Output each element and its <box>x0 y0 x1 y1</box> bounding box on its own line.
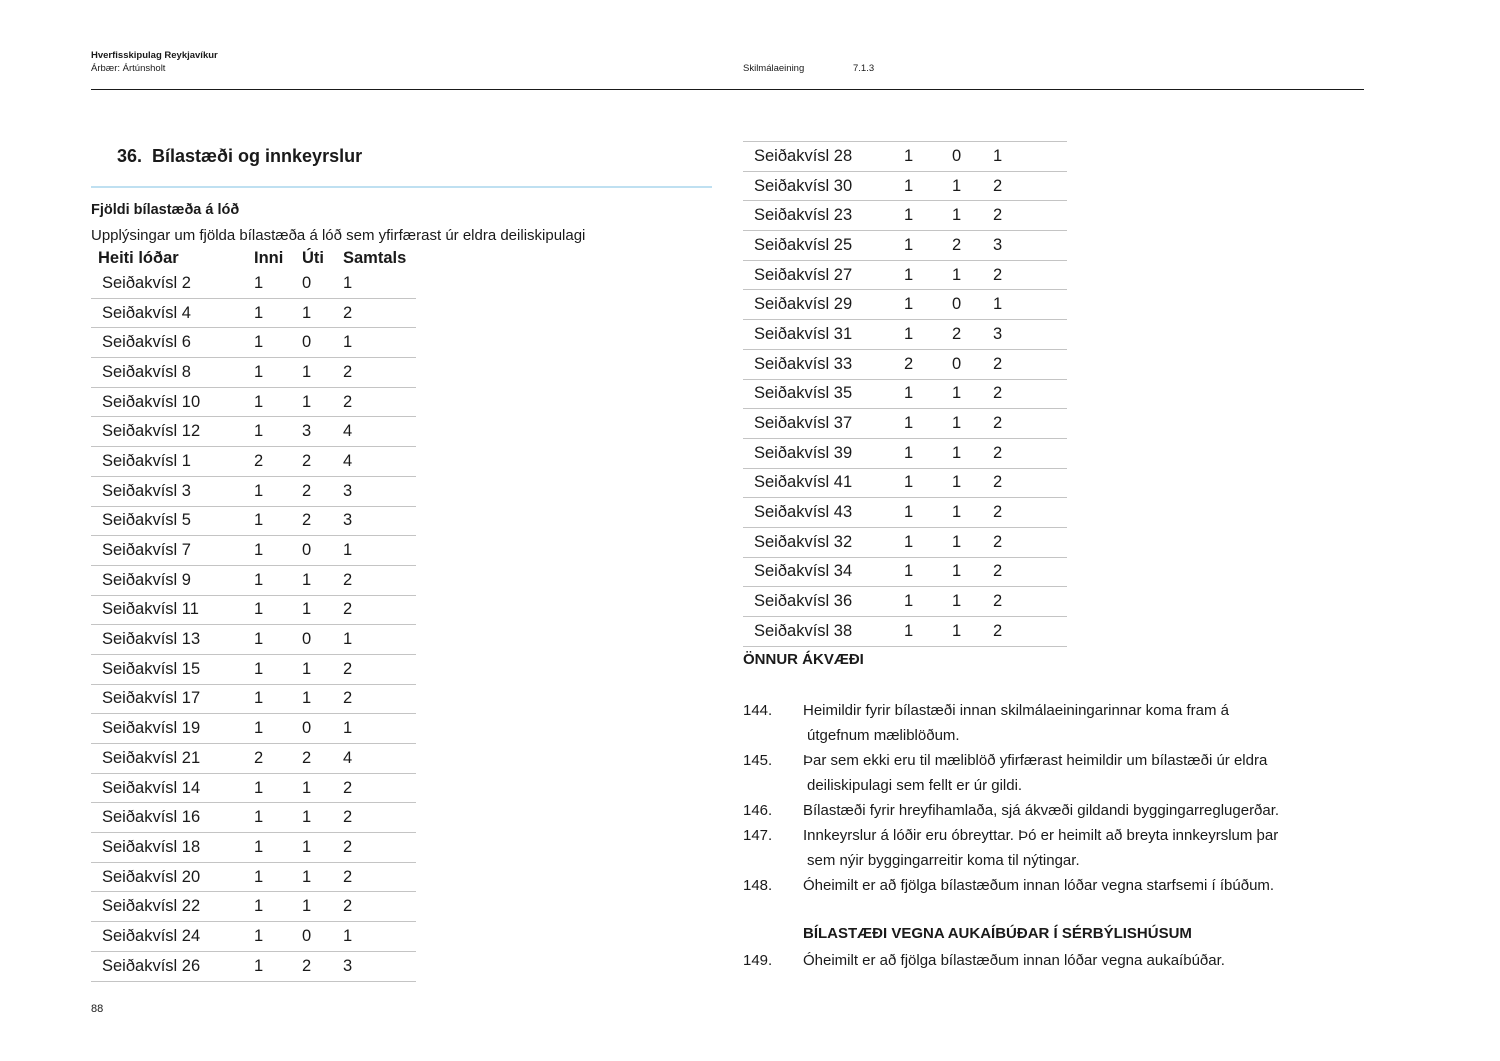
total-count-cell: 2 <box>343 387 416 417</box>
total-count-cell: 2 <box>993 468 1067 498</box>
inside-count-cell: 1 <box>254 951 302 981</box>
lot-name-cell: Seiðakvísl 6 <box>91 328 254 358</box>
inside-count-cell: 1 <box>254 298 302 328</box>
inside-count-cell: 1 <box>254 803 302 833</box>
lot-name-cell: Seiðakvísl 22 <box>91 892 254 922</box>
total-count-cell: 1 <box>343 922 416 952</box>
lot-name-cell: Seiðakvísl 38 <box>743 617 904 647</box>
inside-count-cell: 1 <box>904 290 952 320</box>
outside-count-cell: 1 <box>952 617 993 647</box>
total-count-cell: 2 <box>343 654 416 684</box>
section-number: 36. <box>117 146 143 166</box>
table-row <box>743 320 1067 350</box>
lot-name-cell: Seiðakvísl 1 <box>91 447 254 477</box>
provision-number: 148. <box>743 877 773 894</box>
total-count-cell: 1 <box>343 625 416 655</box>
provision-text-continued: útgefnum mæliblöðum. <box>807 727 960 744</box>
other-provisions-heading: ÖNNUR ÁKVÆÐI <box>743 651 864 668</box>
outside-count-cell: 1 <box>302 654 343 684</box>
total-count-cell: 2 <box>343 565 416 595</box>
lot-name-cell: Seiðakvísl 31 <box>743 320 904 350</box>
lot-name-cell: Seiðakvísl 19 <box>91 714 254 744</box>
table-row <box>743 468 1067 498</box>
provision-number: 145. <box>743 752 773 769</box>
lot-name-cell: Seiðakvísl 13 <box>91 625 254 655</box>
table-row <box>743 290 1067 320</box>
total-count-cell: 2 <box>343 803 416 833</box>
total-count-cell: 1 <box>343 269 416 298</box>
total-count-cell: 4 <box>343 744 416 774</box>
table-row <box>743 231 1067 261</box>
lot-name-cell: Seiðakvísl 39 <box>743 438 904 468</box>
lot-name-cell: Seiðakvísl 32 <box>743 527 904 557</box>
section-title-text: Bílastæði og innkeyrslur <box>152 146 363 166</box>
inside-count-cell: 1 <box>254 565 302 595</box>
section-divider <box>91 186 712 188</box>
inside-count-cell: 1 <box>904 468 952 498</box>
outside-count-cell: 0 <box>302 625 343 655</box>
parking-table-right <box>743 141 1067 647</box>
provision-text: Bílastæði fyrir hreyfihamlaða, sjá ákvæði gildandi byggingarreglugerðar. <box>803 802 1280 819</box>
total-count-cell: 2 <box>343 684 416 714</box>
lot-name-cell: Seiðakvísl 28 <box>743 142 904 172</box>
inside-count-cell: 1 <box>254 773 302 803</box>
table-row <box>91 387 416 417</box>
table-row <box>743 617 1067 647</box>
inside-count-cell: 1 <box>254 892 302 922</box>
lot-name-cell: Seiðakvísl 27 <box>743 260 904 290</box>
lot-name-cell: Seiðakvísl 30 <box>743 171 904 201</box>
parking-heading: Fjöldi bílastæða á lóð <box>91 202 240 218</box>
total-count-cell: 1 <box>343 536 416 566</box>
inside-count-cell: 1 <box>904 201 952 231</box>
lot-name-cell: Seiðakvísl 15 <box>91 654 254 684</box>
table-row <box>743 201 1067 231</box>
lot-name-cell: Seiðakvísl 14 <box>91 773 254 803</box>
outside-count-cell: 1 <box>952 468 993 498</box>
outside-count-cell: 2 <box>302 506 343 536</box>
outside-count-cell: 1 <box>952 498 993 528</box>
total-count-cell: 2 <box>343 298 416 328</box>
provision-text-continued: sem nýir byggingarreitir koma til nýtingar. <box>807 852 1080 869</box>
header-section: Skilmálaeining <box>743 63 805 74</box>
table-row <box>91 803 416 833</box>
outside-count-cell: 1 <box>302 773 343 803</box>
outside-count-cell: 1 <box>952 438 993 468</box>
outside-count-cell: 2 <box>302 447 343 477</box>
outside-count-cell: 1 <box>302 595 343 625</box>
inside-count-cell: 1 <box>904 320 952 350</box>
inside-count-cell: 1 <box>254 387 302 417</box>
total-count-cell: 2 <box>343 773 416 803</box>
outside-count-cell: 0 <box>302 714 343 744</box>
total-count-cell: 1 <box>343 328 416 358</box>
inside-count-cell: 1 <box>254 595 302 625</box>
inside-count-cell: 1 <box>254 862 302 892</box>
lot-name-cell: Seiðakvísl 9 <box>91 565 254 595</box>
table-row <box>91 506 416 536</box>
column-header: Úti <box>302 248 324 267</box>
lot-name-cell: Seiðakvísl 43 <box>743 498 904 528</box>
table-row <box>91 654 416 684</box>
total-count-cell: 2 <box>993 587 1067 617</box>
header-title: Hverfisskipulag Reykjavíkur <box>91 50 218 61</box>
inside-count-cell: 1 <box>904 171 952 201</box>
provision-text: Þar sem ekki eru til mæliblöð yfirfærast heimildir um bílastæði úr eldra <box>803 752 1268 769</box>
table-row <box>743 498 1067 528</box>
header-code: 7.1.3 <box>853 63 875 74</box>
outside-count-cell: 2 <box>952 231 993 261</box>
table-row <box>743 379 1067 409</box>
outside-count-cell: 1 <box>302 565 343 595</box>
inside-count-cell: 1 <box>254 358 302 388</box>
outside-count-cell: 1 <box>302 358 343 388</box>
column-header: Inni <box>254 248 284 267</box>
table-row <box>743 349 1067 379</box>
outside-count-cell: 1 <box>302 387 343 417</box>
total-count-cell: 2 <box>993 617 1067 647</box>
lot-name-cell: Seiðakvísl 21 <box>91 744 254 774</box>
table-row <box>743 438 1067 468</box>
outside-count-cell: 1 <box>952 201 993 231</box>
inside-count-cell: 1 <box>254 922 302 952</box>
total-count-cell: 2 <box>993 527 1067 557</box>
lot-name-cell: Seiðakvísl 34 <box>743 557 904 587</box>
outside-count-cell: 1 <box>302 684 343 714</box>
table-row <box>91 328 416 358</box>
inside-count-cell: 1 <box>904 527 952 557</box>
inside-count-cell: 1 <box>904 498 952 528</box>
table-header-row <box>91 247 416 269</box>
table-row <box>91 476 416 506</box>
provision-text: Óheimilt er að fjölga bílastæðum innan lóðar vegna aukaíbúðar. <box>803 952 1225 969</box>
lot-name-cell: Seiðakvísl 11 <box>91 595 254 625</box>
lot-name-cell: Seiðakvísl 3 <box>91 476 254 506</box>
inside-count-cell: 1 <box>254 506 302 536</box>
table-row <box>91 862 416 892</box>
table-row <box>91 684 416 714</box>
total-count-cell: 1 <box>993 142 1067 172</box>
secondary-dwelling-heading: BÍLASTÆÐI VEGNA AUKAÍBÚÐAR Í SÉRBÝLISHÚSUM <box>803 925 1192 942</box>
provision-text: Heimildir fyrir bílastæði innan skilmálaeiningarinnar koma fram á <box>803 702 1229 719</box>
total-count-cell: 3 <box>343 476 416 506</box>
outside-count-cell: 1 <box>952 171 993 201</box>
table-row <box>91 625 416 655</box>
inside-count-cell: 1 <box>254 536 302 566</box>
lot-name-cell: Seiðakvísl 8 <box>91 358 254 388</box>
inside-count-cell: 1 <box>904 587 952 617</box>
total-count-cell: 2 <box>343 892 416 922</box>
inside-count-cell: 1 <box>254 476 302 506</box>
inside-count-cell: 1 <box>254 417 302 447</box>
outside-count-cell: 1 <box>302 892 343 922</box>
total-count-cell: 2 <box>993 409 1067 439</box>
lot-name-cell: Seiðakvísl 7 <box>91 536 254 566</box>
outside-count-cell: 0 <box>952 290 993 320</box>
page-number: 88 <box>91 1003 104 1015</box>
total-count-cell: 3 <box>993 320 1067 350</box>
outside-count-cell: 1 <box>302 298 343 328</box>
outside-count-cell: 1 <box>952 557 993 587</box>
lot-name-cell: Seiðakvísl 35 <box>743 379 904 409</box>
provision-number: 147. <box>743 827 773 844</box>
outside-count-cell: 0 <box>952 142 993 172</box>
lot-name-cell: Seiðakvísl 20 <box>91 862 254 892</box>
lot-name-cell: Seiðakvísl 4 <box>91 298 254 328</box>
inside-count-cell: 1 <box>904 142 952 172</box>
table-row <box>91 298 416 328</box>
section-title <box>117 146 362 167</box>
outside-count-cell: 2 <box>302 744 343 774</box>
provision-number: 149. <box>743 952 773 969</box>
table-row <box>743 557 1067 587</box>
table-row <box>91 714 416 744</box>
lot-name-cell: Seiðakvísl 33 <box>743 349 904 379</box>
inside-count-cell: 1 <box>254 833 302 863</box>
outside-count-cell: 1 <box>952 379 993 409</box>
table-row <box>91 922 416 952</box>
lot-name-cell: Seiðakvísl 25 <box>743 231 904 261</box>
inside-count-cell: 2 <box>254 447 302 477</box>
inside-count-cell: 1 <box>904 557 952 587</box>
table-row <box>91 744 416 774</box>
table-row <box>91 536 416 566</box>
provision-text: Innkeyrslur á lóðir eru óbreyttar. Þó er heimilt að breyta innkeyrslum þar <box>803 827 1279 844</box>
inside-count-cell: 1 <box>254 269 302 298</box>
table-row <box>91 951 416 981</box>
outside-count-cell: 1 <box>302 833 343 863</box>
inside-count-cell: 1 <box>904 617 952 647</box>
inside-count-cell: 1 <box>904 379 952 409</box>
outside-count-cell: 2 <box>302 951 343 981</box>
total-count-cell: 2 <box>993 349 1067 379</box>
lot-name-cell: Seiðakvísl 29 <box>743 290 904 320</box>
table-row <box>91 417 416 447</box>
lot-name-cell: Seiðakvísl 24 <box>91 922 254 952</box>
total-count-cell: 2 <box>993 201 1067 231</box>
table-row <box>91 833 416 863</box>
table-row <box>91 595 416 625</box>
lot-name-cell: Seiðakvísl 12 <box>91 417 254 447</box>
outside-count-cell: 0 <box>302 269 343 298</box>
inside-count-cell: 1 <box>254 714 302 744</box>
total-count-cell: 3 <box>343 506 416 536</box>
total-count-cell: 2 <box>993 171 1067 201</box>
lot-name-cell: Seiðakvísl 16 <box>91 803 254 833</box>
table-row <box>91 565 416 595</box>
total-count-cell: 2 <box>993 498 1067 528</box>
outside-count-cell: 2 <box>952 320 993 350</box>
lot-name-cell: Seiðakvísl 17 <box>91 684 254 714</box>
outside-count-cell: 1 <box>952 260 993 290</box>
lot-name-cell: Seiðakvísl 36 <box>743 587 904 617</box>
table-row <box>743 260 1067 290</box>
lot-name-cell: Seiðakvísl 37 <box>743 409 904 439</box>
table-row <box>91 447 416 477</box>
inside-count-cell: 1 <box>254 328 302 358</box>
outside-count-cell: 1 <box>952 409 993 439</box>
total-count-cell: 1 <box>343 714 416 744</box>
outside-count-cell: 1 <box>302 862 343 892</box>
total-count-cell: 4 <box>343 417 416 447</box>
lot-name-cell: Seiðakvísl 5 <box>91 506 254 536</box>
table-row <box>743 527 1067 557</box>
outside-count-cell: 0 <box>952 349 993 379</box>
lot-name-cell: Seiðakvísl 23 <box>743 201 904 231</box>
total-count-cell: 3 <box>993 231 1067 261</box>
outside-count-cell: 1 <box>302 803 343 833</box>
provision-number: 144. <box>743 702 773 719</box>
outside-count-cell: 1 <box>952 587 993 617</box>
parking-table-left <box>91 247 416 982</box>
outside-count-cell: 0 <box>302 922 343 952</box>
inside-count-cell: 2 <box>904 349 952 379</box>
header-divider <box>91 89 1364 90</box>
total-count-cell: 2 <box>993 260 1067 290</box>
total-count-cell: 2 <box>343 595 416 625</box>
table-row <box>743 142 1067 172</box>
parking-description: Upplýsingar um fjölda bílastæða á lóð sem yfirfærast úr eldra deiliskipulagi <box>91 227 586 244</box>
outside-count-cell: 0 <box>302 536 343 566</box>
lot-name-cell: Seiðakvísl 10 <box>91 387 254 417</box>
header-subtitle: Árbær: Ártúnsholt <box>91 63 166 74</box>
total-count-cell: 2 <box>993 557 1067 587</box>
provision-number: 146. <box>743 802 773 819</box>
inside-count-cell: 1 <box>904 231 952 261</box>
table-row <box>91 773 416 803</box>
total-count-cell: 2 <box>343 833 416 863</box>
outside-count-cell: 3 <box>302 417 343 447</box>
inside-count-cell: 2 <box>254 744 302 774</box>
lot-name-cell: Seiðakvísl 2 <box>91 269 254 298</box>
total-count-cell: 1 <box>993 290 1067 320</box>
lot-name-cell: Seiðakvísl 26 <box>91 951 254 981</box>
table-row <box>743 409 1067 439</box>
inside-count-cell: 1 <box>254 625 302 655</box>
outside-count-cell: 2 <box>302 476 343 506</box>
inside-count-cell: 1 <box>904 438 952 468</box>
table-row <box>743 587 1067 617</box>
inside-count-cell: 1 <box>904 409 952 439</box>
table-row <box>91 892 416 922</box>
provision-text-continued: deiliskipulagi sem fellt er úr gildi. <box>807 777 1023 794</box>
total-count-cell: 2 <box>343 358 416 388</box>
column-header: Heiti lóðar <box>98 248 179 267</box>
inside-count-cell: 1 <box>904 260 952 290</box>
inside-count-cell: 1 <box>254 654 302 684</box>
lot-name-cell: Seiðakvísl 41 <box>743 468 904 498</box>
inside-count-cell: 1 <box>254 684 302 714</box>
provision-text: Óheimilt er að fjölga bílastæðum innan lóðar vegna starfsemi í íbúðum. <box>803 877 1275 894</box>
table-row <box>743 171 1067 201</box>
total-count-cell: 2 <box>993 438 1067 468</box>
total-count-cell: 3 <box>343 951 416 981</box>
total-count-cell: 2 <box>993 379 1067 409</box>
outside-count-cell: 1 <box>952 527 993 557</box>
lot-name-cell: Seiðakvísl 18 <box>91 833 254 863</box>
total-count-cell: 4 <box>343 447 416 477</box>
outside-count-cell: 0 <box>302 328 343 358</box>
table-row <box>91 269 416 298</box>
total-count-cell: 2 <box>343 862 416 892</box>
table-row <box>91 358 416 388</box>
column-header: Samtals <box>343 248 407 267</box>
